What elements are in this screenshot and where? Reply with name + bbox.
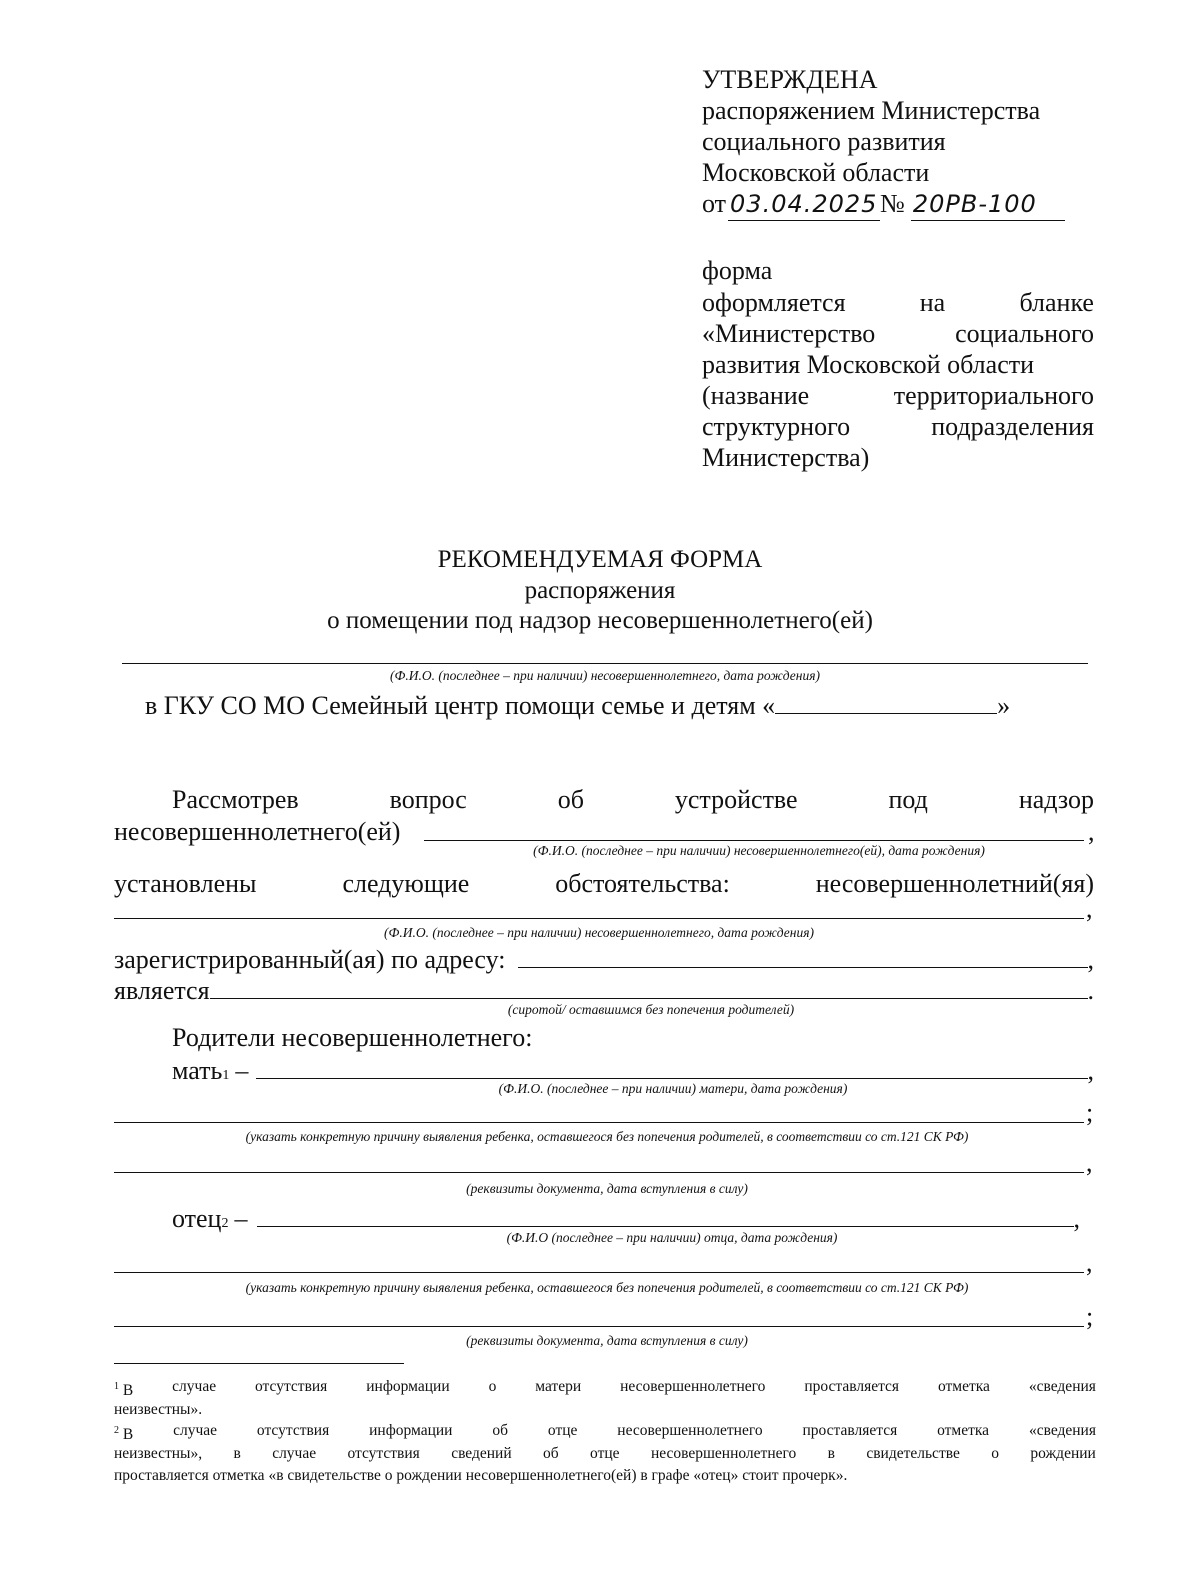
approval-line: Московской области xyxy=(702,158,930,187)
approval-date: 03.04.2025 xyxy=(728,188,880,221)
approval-line: распоряжением Министерства xyxy=(702,96,1041,125)
form-note-line: структурного подразделения xyxy=(702,412,1094,441)
registered-line: зарегистрированный(ая) по адресу: , xyxy=(114,945,1094,974)
form-note-line: (название территориального xyxy=(702,381,1094,410)
father-label: отец xyxy=(172,1204,222,1233)
mother-label: мать xyxy=(172,1056,223,1085)
form-note-line: форма xyxy=(702,256,773,285)
footnote-1: $^1$ В случае отсутствия информации о матери несовершеннолетнего проставляется отметка «сведения xyxy=(114,1378,1096,1400)
status-line: является . xyxy=(114,976,1094,1005)
footnote-2-cont: неизвестны», в случае отсутствия сведений об отце несовершеннолетнего в свидетельстве о рождении xyxy=(114,1445,1096,1462)
form-note-line: «Министерство социального xyxy=(702,319,1094,348)
field-caption: (Ф.И.О (последнее – при наличии) отца, дата рождения) xyxy=(506,1230,838,1245)
form-note-line: развития Московской области xyxy=(702,350,1035,379)
registered-label: зарегистрированный(ая) по адресу: xyxy=(114,945,506,974)
body-line: установлены следующие обстоятельства: несовершеннолетний(яя) xyxy=(114,869,1094,898)
page-title: РЕКОМЕНДУЕМАЯ ФОРМА xyxy=(437,546,763,573)
approval-number: 20РВ-100 xyxy=(911,188,1065,221)
is-label: является xyxy=(114,976,210,1005)
father-reason-field[interactable] xyxy=(114,1272,1084,1273)
field-caption: (Ф.И.О. (последнее – при наличии) матери, дата рождения) xyxy=(498,1081,848,1096)
form-note-line: оформляется на бланке xyxy=(702,288,1094,317)
minor-fio-field[interactable] xyxy=(424,840,1084,841)
field-caption: (реквизиты документа, дата вступления в силу) xyxy=(466,1333,748,1348)
field-caption: (реквизиты документа, дата вступления в силу) xyxy=(466,1181,748,1196)
footnote-1-cont: неизвестны». xyxy=(114,1401,203,1418)
mother-line: мать 1 – , xyxy=(172,1056,1094,1085)
approval-date-number xyxy=(702,188,1065,221)
form-note-line: Министерства) xyxy=(702,443,870,472)
footnote-2: $^2$ В случае отсутствия информации об отце несовершеннолетнего проставляется отметка «сведения xyxy=(114,1422,1096,1444)
father-fio-field[interactable] xyxy=(257,1206,1073,1227)
minor-fio-field[interactable] xyxy=(114,918,1084,919)
field-caption: (Ф.И.О. (последнее – при наличии) несовершеннолетнего, дата рождения) xyxy=(389,668,821,683)
parents-heading: Родители несовершеннолетнего: xyxy=(172,1023,533,1052)
body-line: Рассмотрев вопрос об устройстве под надзор xyxy=(172,785,1094,814)
date-prefix: от xyxy=(702,189,727,218)
center-name: в ГКУ СО МО Семейный центр помощи семье и детям « xyxy=(145,691,776,720)
status-field[interactable] xyxy=(210,978,1088,999)
address-field[interactable] xyxy=(518,947,1088,968)
minor-label: несовершеннолетнего(ей) xyxy=(114,817,401,846)
field-caption: (Ф.И.О. (последнее – при наличии) несовершеннолетнего(ей), дата рождения) xyxy=(533,843,985,858)
mother-reason-field[interactable] xyxy=(114,1122,1084,1123)
field-caption: (указать конкретную причину выявления ребенка, оставшегося без попечения родителей, в соответствии со ст.121 СК РФ) xyxy=(245,1280,969,1295)
field-caption: (указать конкретную причину выявления ребенка, оставшегося без попечения родителей, в соответствии со ст.121 СК РФ) xyxy=(245,1129,969,1144)
number-sign: № xyxy=(880,189,905,218)
approval-status: УТВЕРЖДЕНА xyxy=(702,65,878,94)
field-caption: (сиротой/ оставшимся без попечения родителей) xyxy=(507,1002,795,1017)
approval-line: социального развития xyxy=(702,127,946,156)
mother-fio-field[interactable] xyxy=(256,1058,1087,1079)
center-name-field[interactable] xyxy=(775,691,997,714)
footnote-2-cont: проставляется отметка «в свидетельстве о рождении несовершеннолетнего(ей) в графе «отец» стоит прочерк». xyxy=(114,1467,848,1484)
footnote-separator xyxy=(114,1363,404,1364)
center-line: в ГКУ СО МО Семейный центр помощи семье и детям « » xyxy=(145,691,1011,720)
minor-fio-line[interactable] xyxy=(122,663,1088,664)
father-doc-field[interactable] xyxy=(114,1326,1084,1327)
page-subtitle: о помещении под надзор несовершеннолетнего(ей) xyxy=(327,607,873,634)
mother-doc-field[interactable] xyxy=(114,1172,1084,1173)
page-subtitle: распоряжения xyxy=(524,577,676,604)
father-line: отец 2 – , xyxy=(172,1204,1080,1233)
field-caption: (Ф.И.О. (последнее – при наличии) несовершеннолетнего, дата рождения) xyxy=(383,925,815,940)
